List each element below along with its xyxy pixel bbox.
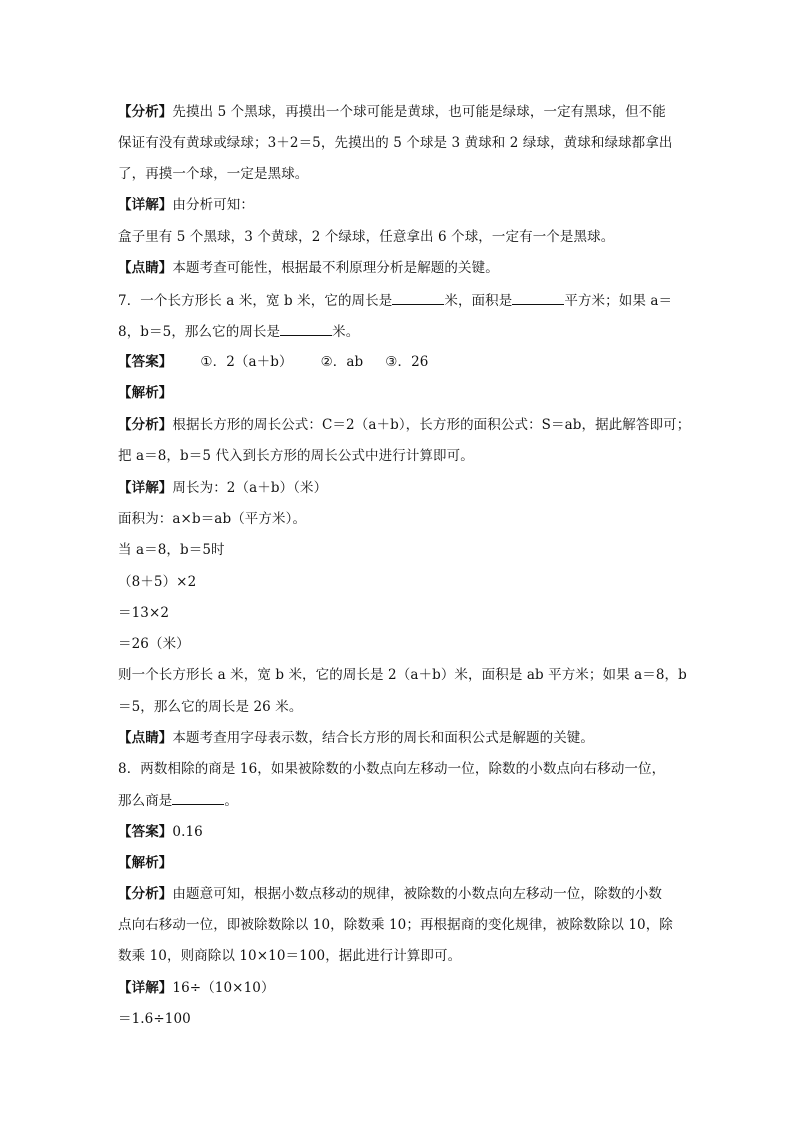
analysis-tag: 【分析】 [118,886,173,902]
answer-tag: 【答案】 [118,824,173,840]
detail-tag: 【详解】 [118,980,173,996]
parse-tag: 【解析】 [118,855,173,871]
q7-detail-line: 【详解】周长为：2（a＋b）（米） [118,480,328,496]
q6-analysis-line-1: 【分析】先摸出 5 个黑球，再摸出一个球可能是黄球，也可能是绿球，一定有黑球，但不能 [118,104,666,120]
q8-question-line-2: 那么商是 。 [118,790,238,811]
comment-tag: 【点睛】 [118,260,173,276]
answer-blank [172,790,224,805]
answer-blank [512,290,564,305]
q7-step-5: ＝26（米） [118,636,190,652]
analysis-tag: 【分析】 [118,104,173,120]
answer-blank [280,321,332,336]
q8-analysis-line-1: 【分析】由题意可知，根据小数点移动的规律，被除数的小数点向左移动一位，除数的小数 [118,886,663,902]
detail-tag: 【详解】 [118,197,173,213]
q7-step-1: 面积为：a×b＝ab（平方米）。 [118,511,307,527]
answer-tag: 【答案】 [118,354,173,370]
q7-analysis-line-1: 【分析】根据长方形的周长公式：C＝2（a＋b），长方形的面积公式：S＝ab，据此解答即可； [118,417,691,433]
q6-analysis-line-2: 保证有没有黄球或绿球；3＋2＝5，先摸出的 5 个球是 3 黄球和 2 绿球，黄球和绿球都拿出 [118,135,673,151]
q8-question-line-1: 8．两数相除的商是 16，如果被除数的小数点向左移动一位，除数的小数点向右移动一位， [118,761,666,777]
q7-question-line-1: 7．一个长方形长 a 米，宽 b 米，它的周长是 米，面积是 平方米；如果 a＝ [118,290,672,311]
q7-answer-line: 【答案】 ①．2（a＋b） ②．ab ③．26 [118,354,429,370]
detail-tag: 【详解】 [118,480,173,496]
analysis-tag: 【分析】 [118,417,173,433]
q8-answer-line: 【答案】0.16 [118,824,203,840]
q8-analysis-line-2: 点向右移动一位，即被除数除以 10，除数乘 10；再根据商的变化规律，被除数除以 10，除 [118,917,673,933]
comment-tag: 【点睛】 [118,730,173,746]
answer-blank [392,290,444,305]
q6-detail-line-2: 盒子里有 5 个黑球，3 个黄球，2 个绿球，任意拿出 6 个球，一定有一个是黑球。 [118,229,615,245]
q7-analysis-line-2: 把 a＝8，b＝5 代入到长方形的周长公式中进行计算即可。 [118,448,474,464]
q7-question-line-2: 8，b＝5，那么它的周长是 米。 [118,321,359,342]
q8-step-1: ＝1.6÷100 [118,1011,191,1027]
q8-parse-heading [118,853,172,873]
q6-detail-line-1: 【详解】由分析可知： [118,197,255,213]
q7-step-7: ＝5，那么它的周长是 26 米。 [118,699,303,715]
q6-analysis-line-3: 了，再摸一个球，一定是黑球。 [118,166,309,182]
q7-comment-line: 【点睛】本题考查用字母表示数，结合长方形的周长和面积公式是解题的关键。 [118,730,595,746]
q7-step-6: 则一个长方形长 a 米，宽 b 米，它的周长是 2（a＋b）米，面积是 ab 平方米；如果 a＝8，b [118,667,687,683]
q7-step-3: （8＋5）×2 [118,574,197,590]
q8-analysis-line-3: 数乘 10，则商除以 10×10＝100，据此进行计算即可。 [118,948,462,964]
parse-tag: 【解析】 [118,385,173,401]
q7-step-2: 当 a＝8，b＝5时 [118,542,225,558]
q7-parse-heading [118,383,172,403]
q8-detail-line: 【详解】16÷（10×10） [118,980,275,996]
q6-comment-line: 【点睛】本题考查可能性，根据最不利原理分析是解题的关键。 [118,260,499,276]
q7-step-4: ＝13×2 [118,605,170,621]
